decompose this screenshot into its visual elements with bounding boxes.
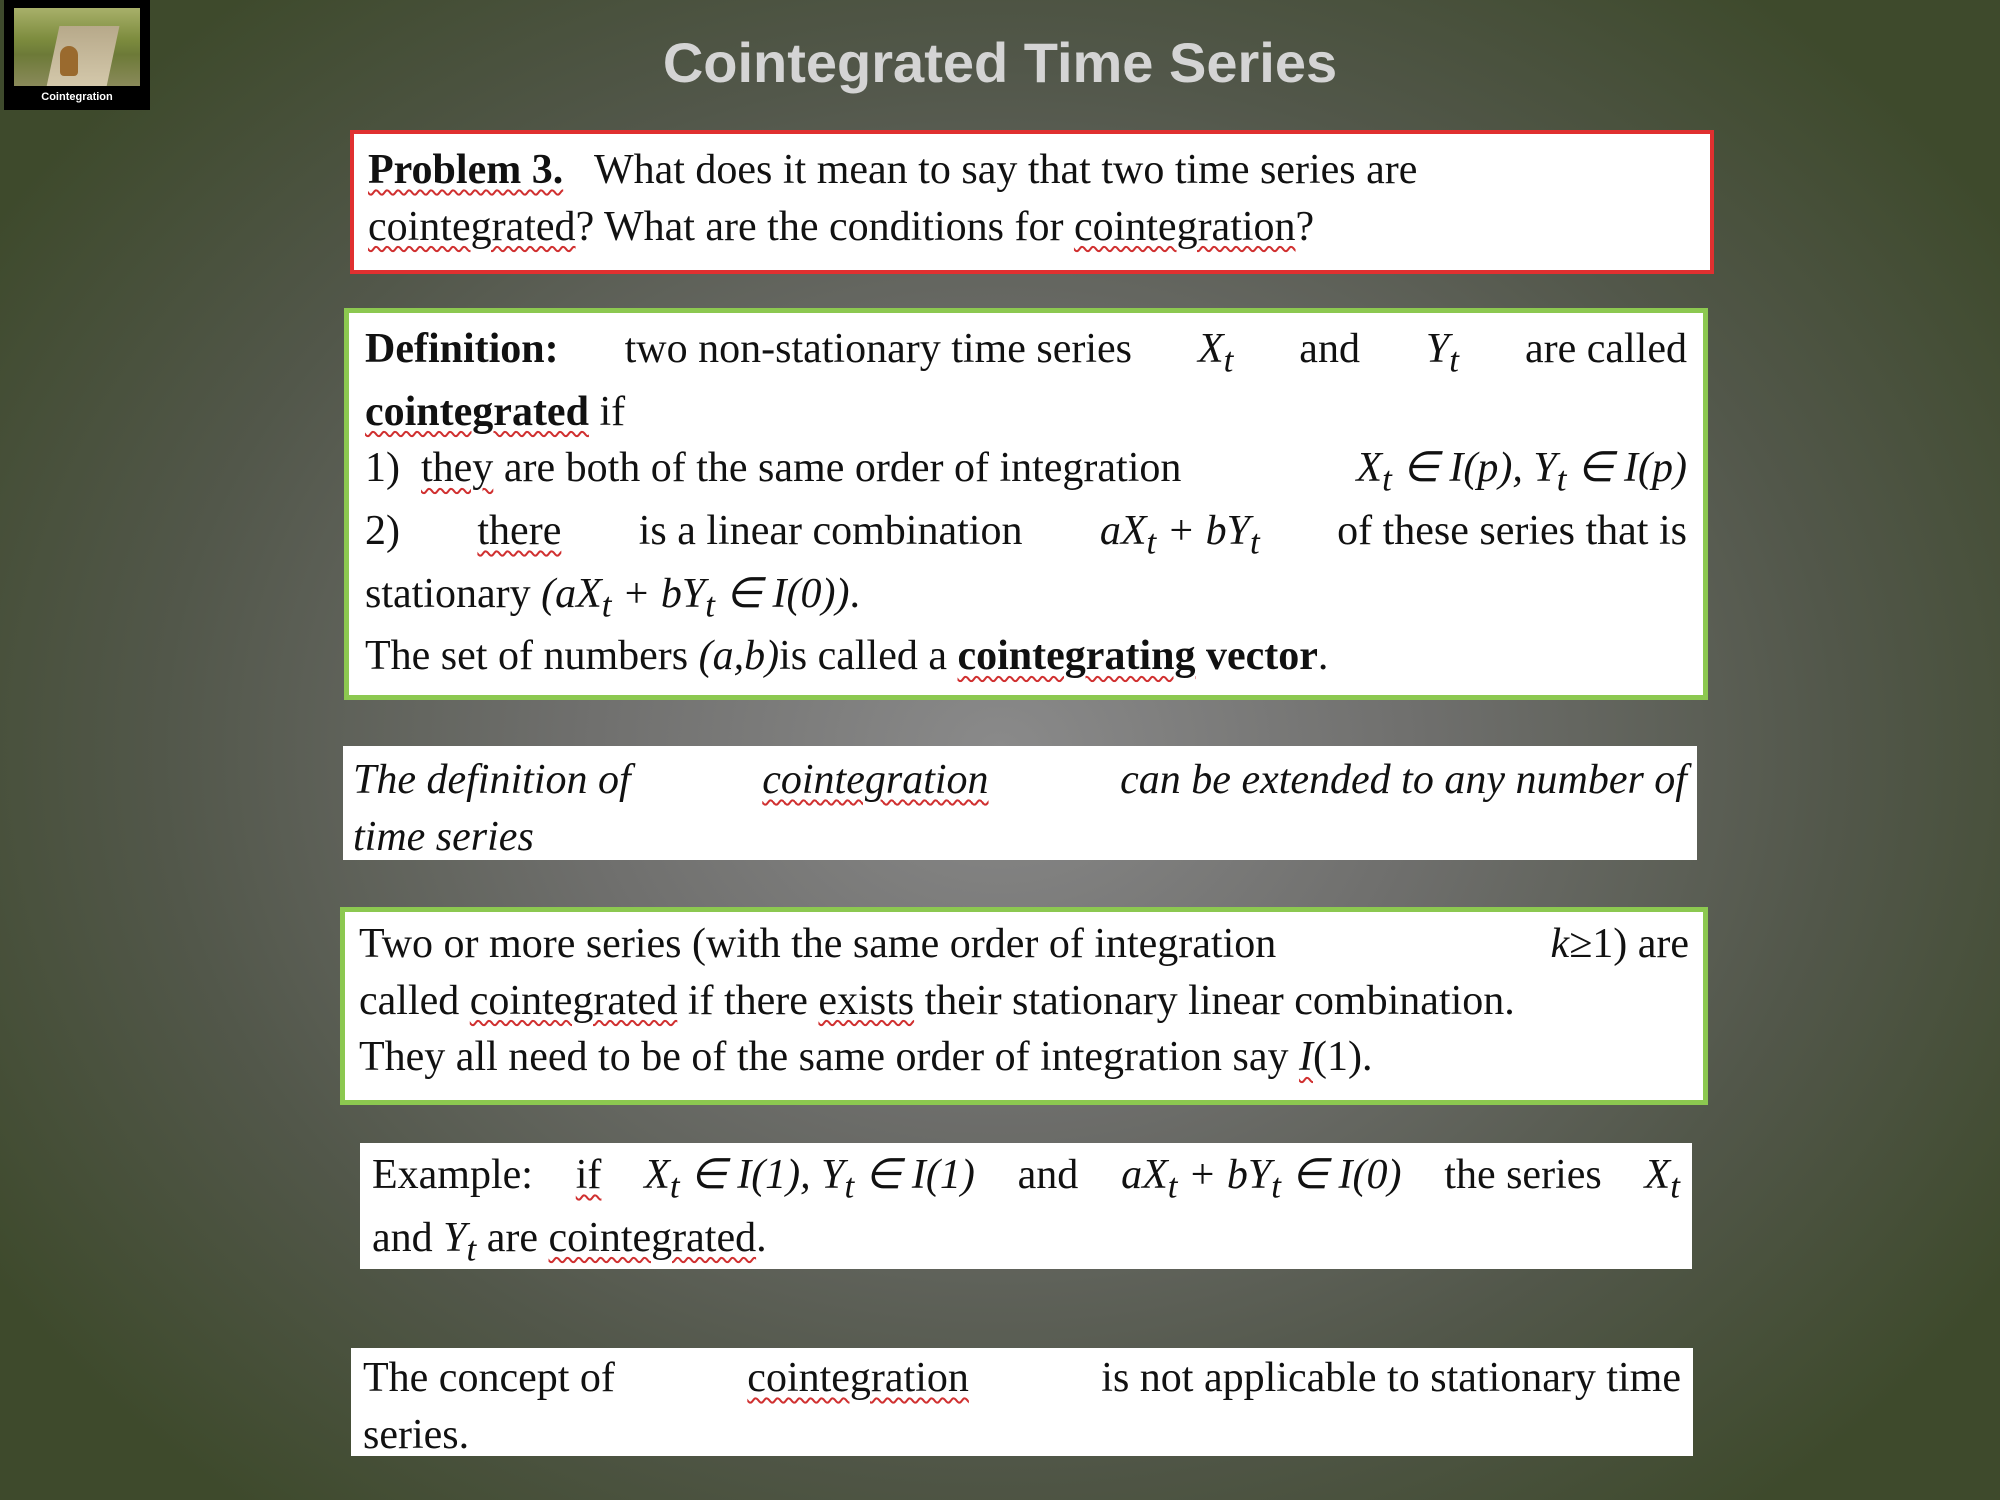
definition-line-2 (365, 384, 1687, 441)
extension-text-2: can be extended to any number of (1120, 757, 1687, 803)
general-called: called (359, 977, 460, 1024)
example-and: and (1017, 1152, 1079, 1198)
definition-if: if (599, 388, 626, 435)
stationary-text-1: The concept of (363, 1355, 615, 1401)
math-y: Y (821, 1152, 845, 1198)
definition-text-2: are called (1524, 326, 1687, 372)
stationary-word-cointegration: cointegration (747, 1355, 969, 1401)
condition-2-body: is a linear combination (638, 507, 1023, 554)
math-yt (1426, 321, 1459, 384)
general-line-2 (359, 973, 1689, 1030)
cointegrating-word: cointegrating (957, 633, 1196, 680)
example-period: . (756, 1214, 767, 1261)
example-the-series: the series (1444, 1152, 1602, 1198)
math-x: X (1356, 445, 1383, 492)
math-sub-t: t (1167, 1166, 1178, 1206)
math-in-ip-2: ∈ I(p) (1576, 445, 1687, 492)
set-text: The set of numbers (365, 633, 689, 680)
condition-1-text (365, 440, 1181, 503)
math-sub-t: t (669, 1166, 680, 1206)
condition-1 (365, 440, 1687, 503)
stationary-note-box (351, 1348, 1693, 1456)
extension-line-2: time series (353, 813, 534, 860)
math-x: X (1197, 326, 1224, 372)
general-text-1: Two or more series (with the same order of integration (359, 921, 1277, 967)
math-by: + bY (1177, 1152, 1272, 1198)
math-sub-t: t (1556, 459, 1567, 499)
general-cointegrated: cointegrated (469, 977, 678, 1024)
math-y: Y (1425, 326, 1450, 372)
definition-line-1 (365, 321, 1687, 384)
condition-2-num: 2) (365, 507, 400, 554)
condition-2-there: there (477, 507, 562, 554)
math-ax: aX (1099, 507, 1147, 554)
problem-box (350, 130, 1714, 274)
general-text-3b: (1). (1313, 1034, 1373, 1081)
example-math-3 (1645, 1147, 1680, 1210)
math-by: + bY (611, 570, 706, 617)
slide-title: Cointegrated Time Series (662, 31, 1338, 94)
example-line-1 (372, 1147, 1680, 1210)
definition-label: Definition: (365, 326, 559, 372)
example-if: if (575, 1152, 602, 1198)
math-sub-t: t (1670, 1166, 1680, 1206)
extension-word-cointegration: cointegration (762, 757, 989, 803)
set-text-2: is called a (779, 633, 947, 680)
general-line-3 (359, 1029, 1689, 1086)
problem-word-cointegration: cointegration (1073, 203, 1296, 250)
general-linear-combination: their stationary linear combination. (924, 977, 1515, 1024)
math-y: Y (443, 1214, 467, 1261)
definition-text-1: two non-stationary time series (624, 326, 1132, 372)
example-math-1 (644, 1147, 975, 1210)
vector-word: vector (1205, 633, 1318, 680)
definition-bold-cointegrated: cointegrated (365, 388, 589, 435)
math-x: X (644, 1152, 670, 1198)
math-in-i0: ∈ I(0) (1280, 1152, 1402, 1198)
example-and-2: and (372, 1214, 433, 1261)
general-k (1551, 916, 1689, 973)
general-exists: exists (818, 977, 915, 1024)
problem-label: Problem 3. (368, 147, 564, 193)
condition-1-body: are both of the same order of integration (503, 445, 1182, 492)
condition-2 (365, 503, 1687, 566)
example-label: Example: (372, 1152, 533, 1198)
condition-1-they: they (421, 445, 494, 492)
math-ab: (a,b) (698, 633, 780, 680)
definition-box (344, 308, 1708, 700)
math-y: Y (1533, 445, 1557, 492)
cointegrating-vector-line (365, 628, 1687, 685)
general-text-1b: ≥1) are (1569, 921, 1689, 967)
condition-2-period: . (849, 570, 860, 617)
set-period: . (1317, 633, 1329, 680)
general-if-there: if there (687, 977, 808, 1024)
math-in-i1-2: ∈ I(1) (854, 1152, 975, 1198)
math-I: I (1299, 1034, 1313, 1081)
condition-1-math (1356, 440, 1687, 503)
math-in-i1: ∈ I(1), (679, 1152, 822, 1198)
condition-2-stationary: stationary (365, 570, 531, 617)
math-in-i0: ∈ I(0)) (714, 570, 850, 617)
math-x: X (1644, 1152, 1671, 1198)
example-are: are (486, 1214, 539, 1261)
problem-line-1 (368, 142, 1696, 199)
math-in-ip: ∈ I(p), (1402, 445, 1534, 492)
example-line-2 (372, 1210, 1680, 1273)
extension-text-1: The definition of (353, 757, 631, 803)
example-cointegrated: cointegrated (548, 1214, 757, 1261)
math-sub-t: t (601, 585, 612, 624)
condition-2-cont (365, 566, 1687, 629)
problem-text-3: ? (1295, 203, 1315, 250)
stationary-line-1 (363, 1350, 1681, 1407)
general-line-2-text (359, 973, 1515, 1030)
general-line-1 (359, 916, 1689, 973)
problem-text-1: What does it mean to say that two time series are (593, 147, 1418, 193)
definition-and: and (1299, 326, 1360, 372)
stationary-line-2: series. (363, 1411, 470, 1458)
condition-1-num: 1) (365, 445, 400, 492)
math-sub-t: t (844, 1166, 855, 1206)
example-math-2 (1121, 1147, 1401, 1210)
math-sub-t: t (1382, 459, 1392, 499)
stationary-text-2: is not applicable to stationary time (1101, 1355, 1681, 1401)
math-sub-t: t (1271, 1166, 1281, 1206)
math-k: k (1550, 921, 1570, 967)
math-sub-t: t (1449, 340, 1459, 380)
extension-box (343, 746, 1697, 860)
math-ax-paren: (aX (541, 570, 602, 617)
math-sub-t: t (1146, 522, 1157, 562)
problem-word-cointegrated: cointegrated (368, 203, 576, 250)
math-sub-t: t (1223, 340, 1234, 380)
math-sub-t: t (1249, 522, 1260, 562)
math-ax: aX (1121, 1152, 1168, 1198)
math-sub-t: t (466, 1229, 477, 1269)
condition-2-body-2: of these series that is (1337, 507, 1687, 554)
math-sub-t: t (705, 585, 715, 624)
extension-line-1 (353, 752, 1687, 809)
problem-text-2: ? What are the conditions for (575, 203, 1064, 250)
general-text-3: They all need to be of the same order of integration say (359, 1034, 1289, 1081)
general-definition-box (340, 907, 1708, 1105)
thumbnail-caption: Cointegration (41, 91, 113, 103)
condition-2-math (1100, 503, 1260, 566)
math-xt (1198, 321, 1233, 384)
problem-line-2 (368, 199, 1696, 256)
example-box (360, 1143, 1692, 1269)
math-by: + bY (1156, 507, 1250, 554)
